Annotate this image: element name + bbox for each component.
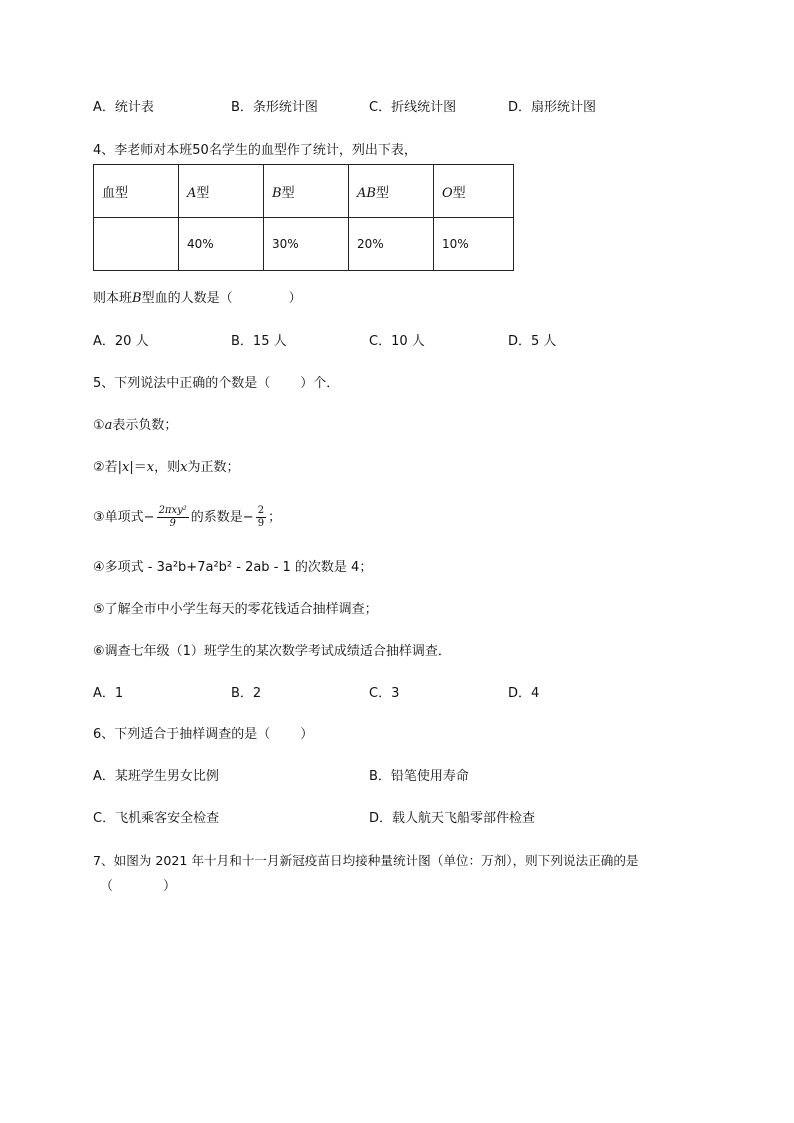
type-letter: B bbox=[272, 185, 282, 201]
table-header-ab bbox=[349, 165, 434, 218]
s3-fraction bbox=[157, 505, 189, 530]
s2-x: x bbox=[146, 460, 155, 475]
table-header-b bbox=[264, 165, 349, 218]
q5-stem bbox=[93, 375, 339, 393]
q5-statement-3 bbox=[93, 505, 281, 531]
q5-statement-2 bbox=[93, 459, 239, 477]
q3-option-d: D．扇形统计图 bbox=[508, 100, 597, 115]
s2-x2: x bbox=[180, 460, 188, 475]
q5-option-c: C．3 bbox=[369, 686, 400, 701]
q3-option-c: C．折线统计图 bbox=[369, 100, 457, 115]
table-cell-ab: 20% bbox=[349, 218, 434, 271]
q7-paren-open: （ bbox=[100, 879, 114, 894]
table-header-a bbox=[179, 165, 264, 218]
q5-statement-5: ⑤了解全市中小学生每天的零花钱适合抽样调查； bbox=[93, 602, 378, 617]
table-value-row bbox=[94, 218, 514, 271]
q6-stem bbox=[93, 726, 313, 744]
q4-question-end: ） bbox=[288, 291, 302, 306]
type-letter: O bbox=[442, 185, 453, 201]
q6-option-c: C．飞机乘客安全检查 bbox=[93, 811, 220, 826]
table-header-label: 血型 bbox=[94, 165, 179, 218]
s3-numerator-2: 2 bbox=[257, 505, 265, 516]
s3-mid: 的系数是− bbox=[190, 510, 254, 525]
s2-abs: |x| bbox=[117, 460, 134, 475]
type-suffix: 型 bbox=[452, 185, 466, 201]
s1-var: a bbox=[104, 418, 113, 433]
s3-numerator: 2πxy² bbox=[158, 505, 187, 516]
s2-prefix: ②若 bbox=[93, 460, 118, 475]
table-cell-o: 10% bbox=[434, 218, 514, 271]
blood-type-table bbox=[93, 164, 514, 271]
q7-answer-paren bbox=[100, 878, 176, 896]
s2-text: 为正数； bbox=[187, 460, 240, 475]
q7-paren-close: ） bbox=[163, 879, 177, 894]
q4-option-d: D．5 人 bbox=[508, 334, 557, 349]
q3-option-a: A．统计表 bbox=[93, 100, 154, 115]
q6-option-b: B．铅笔使用寿命 bbox=[369, 769, 469, 784]
type-suffix: 型 bbox=[196, 185, 210, 201]
type-suffix: 型 bbox=[281, 185, 295, 201]
q4-option-a: A．20 人 bbox=[93, 334, 149, 349]
table-header-row bbox=[94, 165, 514, 218]
s3-denominator: 9 bbox=[169, 518, 176, 529]
q5-statement-6: ⑥调查七年级（1）班学生的某次数学考试成绩适合抽样调查． bbox=[93, 644, 451, 659]
q4-question-suffix: 型血的人数是（ bbox=[141, 291, 233, 306]
table-header-o bbox=[434, 165, 514, 218]
s2-eq: ＝ bbox=[133, 460, 147, 475]
q5-option-b: B．2 bbox=[231, 686, 262, 701]
s3-prefix: ③单项式− bbox=[93, 510, 155, 525]
q6-option-d: D．载人航天飞船零部件检查 bbox=[369, 811, 536, 826]
q5-option-d: D．4 bbox=[508, 686, 540, 701]
q6-stem-end: ） bbox=[300, 727, 314, 742]
s1-prefix: ① bbox=[93, 418, 105, 433]
q5-statement-4: ④多项式 - 3a²b+7a²b² - 2ab - 1 的次数是 4； bbox=[93, 560, 373, 575]
q5-statement-1 bbox=[93, 417, 177, 435]
s2-mid: ，则 bbox=[154, 460, 181, 475]
q4-question-prefix: 则本班 bbox=[93, 291, 133, 306]
q5-stem-end: ）个． bbox=[300, 376, 340, 391]
q4-question-letter: B bbox=[132, 291, 142, 306]
q4-option-c: C．10 人 bbox=[369, 334, 425, 349]
q6-option-a: A．某班学生男女比例 bbox=[93, 769, 219, 784]
s3-denominator-2: 9 bbox=[257, 518, 265, 529]
q7-stem: 7、如图为 2021 年十月和十一月新冠疫苗日均接种量统计图（单位：万剂），则下列说法正确的是 bbox=[93, 853, 639, 868]
s3-end: ； bbox=[268, 510, 282, 525]
table-cell-b: 30% bbox=[264, 218, 349, 271]
s1-text: 表示负数； bbox=[112, 418, 178, 433]
q4-stem: 4、李老师对本班50名学生的血型作了统计，列出下表， bbox=[93, 143, 417, 158]
type-letter: AB bbox=[357, 185, 376, 201]
q4-question bbox=[93, 290, 302, 308]
type-letter: A bbox=[187, 185, 197, 201]
q5-stem-text: 5、下列说法中正确的个数是（ bbox=[93, 376, 271, 391]
type-suffix: 型 bbox=[375, 185, 389, 201]
q5-option-a: A．1 bbox=[93, 686, 124, 701]
s3-fraction-2 bbox=[256, 505, 266, 530]
table-empty-cell bbox=[94, 218, 179, 271]
q6-stem-text: 6、下列适合于抽样调查的是（ bbox=[93, 727, 271, 742]
q3-option-b: B．条形统计图 bbox=[231, 100, 318, 115]
q4-option-b: B．15 人 bbox=[231, 334, 287, 349]
table-cell-a: 40% bbox=[179, 218, 264, 271]
